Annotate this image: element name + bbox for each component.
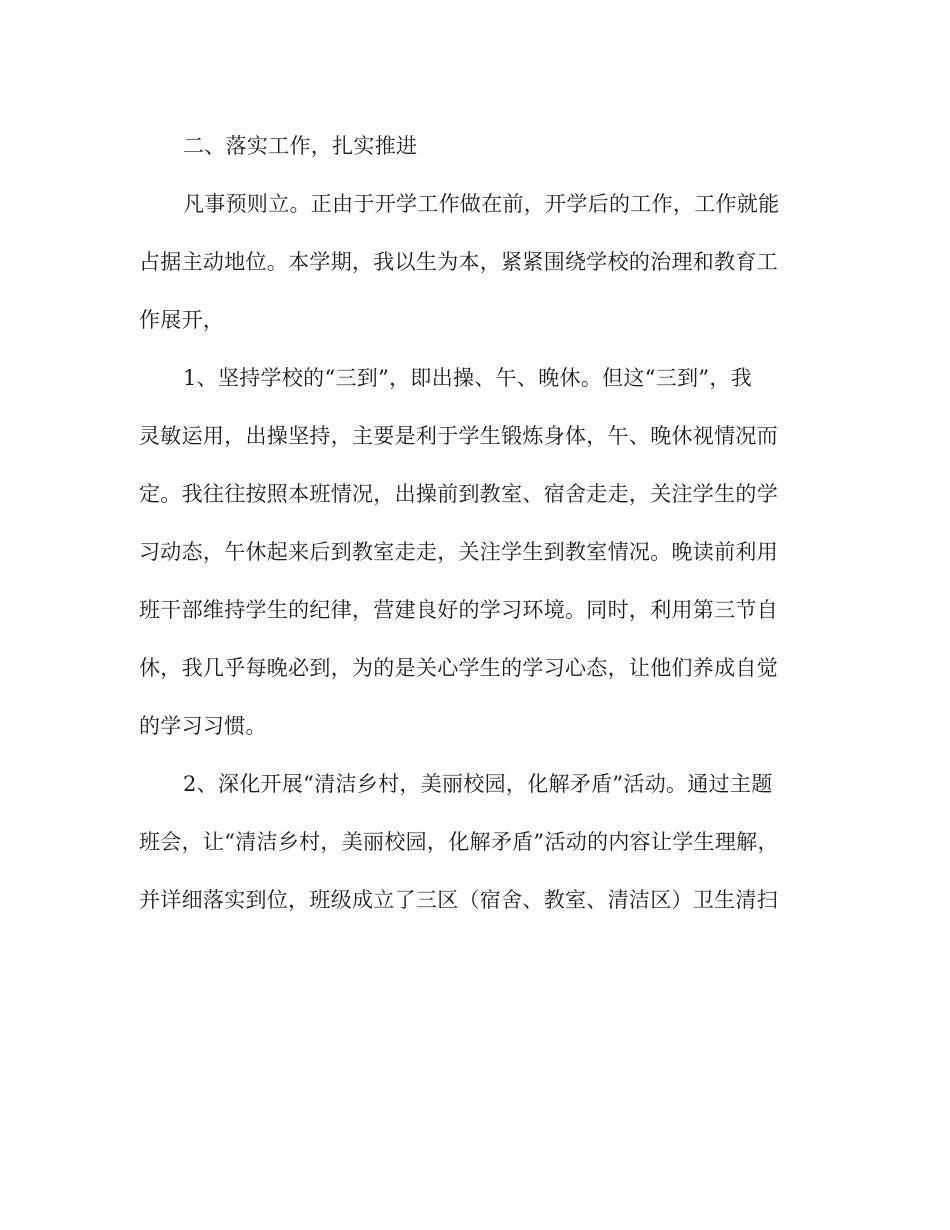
- paragraph-line: 2、深化开展“清洁乡村，美丽校园，化解矛盾”活动。通过主题: [183, 772, 773, 796]
- paragraph-line: 班会，让“清洁乡村，美丽校园，化解矛盾”活动的内容让学生理解，: [139, 830, 779, 854]
- paragraph-line: 并详细落实到位，班级成立了三区（宿舍、教室、清洁区）卫生清扫: [139, 888, 778, 912]
- paragraph-line: 作展开，: [139, 308, 225, 332]
- paragraph-line: 1、坚持学校的“三到”，即出操、午、晚休。但这“三到”，我: [183, 366, 753, 390]
- paragraph-line: 班干部维持学生的纪律，营建良好的学习环境。同时，利用第三节自: [139, 598, 778, 622]
- paragraph-line: 定。我往往按照本班情况，出操前到教室、宿舍走走，关注学生的学: [139, 482, 778, 506]
- paragraph-line: 占据主动地位。本学期，我以生为本，紧紧围绕学校的治理和教育工: [139, 250, 778, 274]
- paragraph-line: 灵敏运用，出操坚持，主要是利于学生锻炼身体，午、晚休视情况而: [139, 424, 778, 448]
- paragraph-line: 习动态，午休起来后到教室走走，关注学生到教室情况。晚读前利用: [139, 540, 778, 564]
- document-body: [139, 117, 809, 929]
- paragraph-line: 凡事预则立。正由于开学工作做在前，开学后的工作，工作就能: [183, 192, 780, 216]
- paragraph-line: 的学习习惯。: [139, 714, 267, 738]
- section-heading: 二、落实工作，扎实推进: [183, 134, 418, 158]
- paragraph-line: 休，我几乎每晚必到，为的是关心学生的学习心态，让他们养成自觉: [139, 656, 778, 680]
